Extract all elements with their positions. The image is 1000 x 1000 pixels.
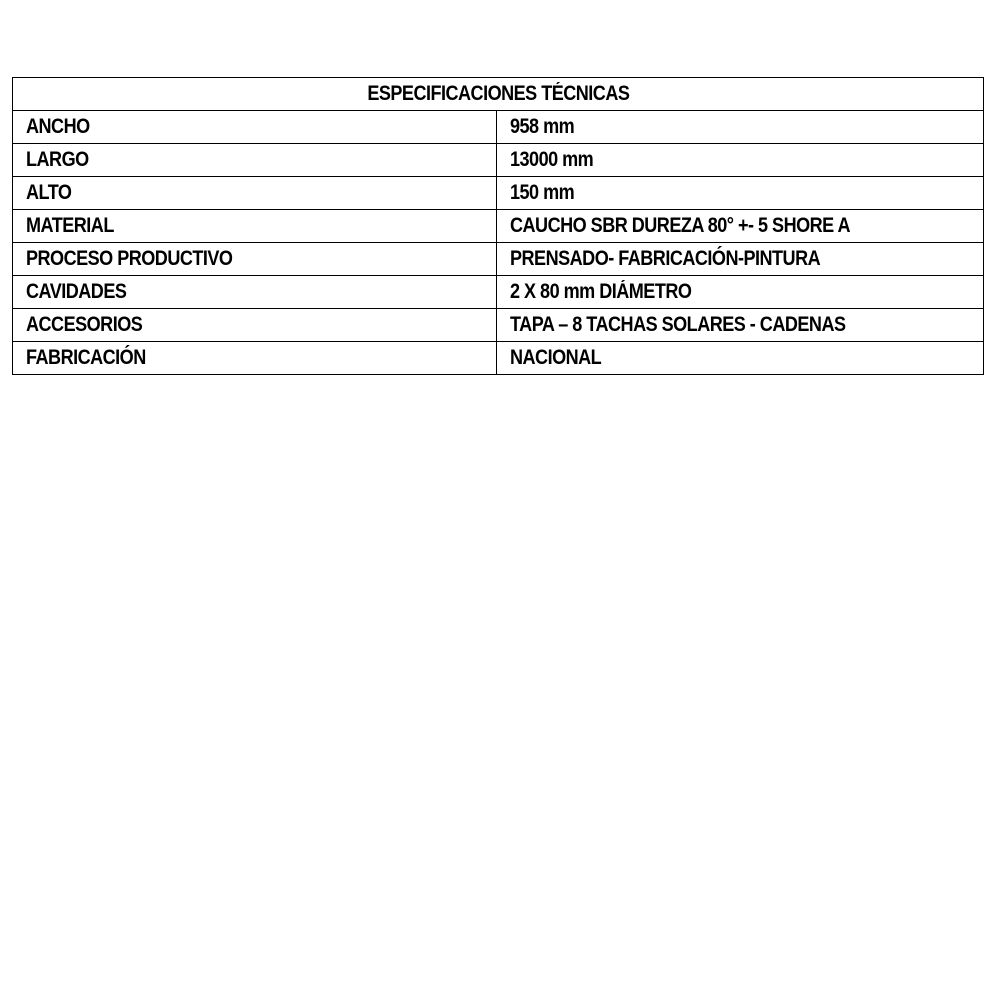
table-title (13, 78, 984, 111)
spec-label-text: ALTO (26, 181, 72, 204)
spec-label-text: CAVIDADES (26, 280, 127, 303)
table-row (13, 276, 984, 309)
spec-value-proceso-productivo (497, 243, 984, 276)
table-row (13, 210, 984, 243)
spec-label-fabricacion (13, 342, 497, 375)
spec-value-cavidades (497, 276, 984, 309)
table-row (13, 177, 984, 210)
spec-label-cavidades (13, 276, 497, 309)
table-row (13, 243, 984, 276)
spec-label-text: FABRICACIÓN (26, 346, 146, 369)
spec-label-accesorios (13, 309, 497, 342)
spec-value-ancho (497, 111, 984, 144)
table-title-text: ESPECIFICACIONES TÉCNICAS (366, 82, 630, 105)
spec-value-text: 2 X 80 mm DIÁMETRO (510, 280, 692, 303)
spec-value-text: NACIONAL (510, 346, 602, 369)
spec-value-accesorios (497, 309, 984, 342)
table-header-row (13, 78, 984, 111)
spec-label-text: LARGO (26, 148, 89, 171)
spec-label-text: ACCESORIOS (26, 313, 143, 336)
spec-value-text: PRENSADO- FABRICACIÓN-PINTURA (510, 247, 821, 270)
spec-label-text: ANCHO (26, 115, 90, 138)
spec-label-alto (13, 177, 497, 210)
spec-value-material (497, 210, 984, 243)
spec-value-alto (497, 177, 984, 210)
table-row (13, 342, 984, 375)
spec-value-text: 13000 mm (510, 148, 594, 171)
spec-value-text: 150 mm (510, 181, 575, 204)
spec-value-fabricacion (497, 342, 984, 375)
table-row (13, 111, 984, 144)
spec-label-material (13, 210, 497, 243)
spec-label-proceso-productivo (13, 243, 497, 276)
spec-value-text: CAUCHO SBR DUREZA 80° +- 5 SHORE A (510, 214, 851, 237)
spec-label-ancho (13, 111, 497, 144)
table-row (13, 309, 984, 342)
table-row (13, 144, 984, 177)
spec-value-text: 958 mm (510, 115, 575, 138)
spec-value-largo (497, 144, 984, 177)
spec-label-text: MATERIAL (26, 214, 114, 237)
spec-label-text: PROCESO PRODUCTIVO (26, 247, 233, 270)
specifications-table (12, 77, 984, 375)
spec-value-text: TAPA – 8 TACHAS SOLARES - CADENAS (510, 313, 846, 336)
spec-label-largo (13, 144, 497, 177)
